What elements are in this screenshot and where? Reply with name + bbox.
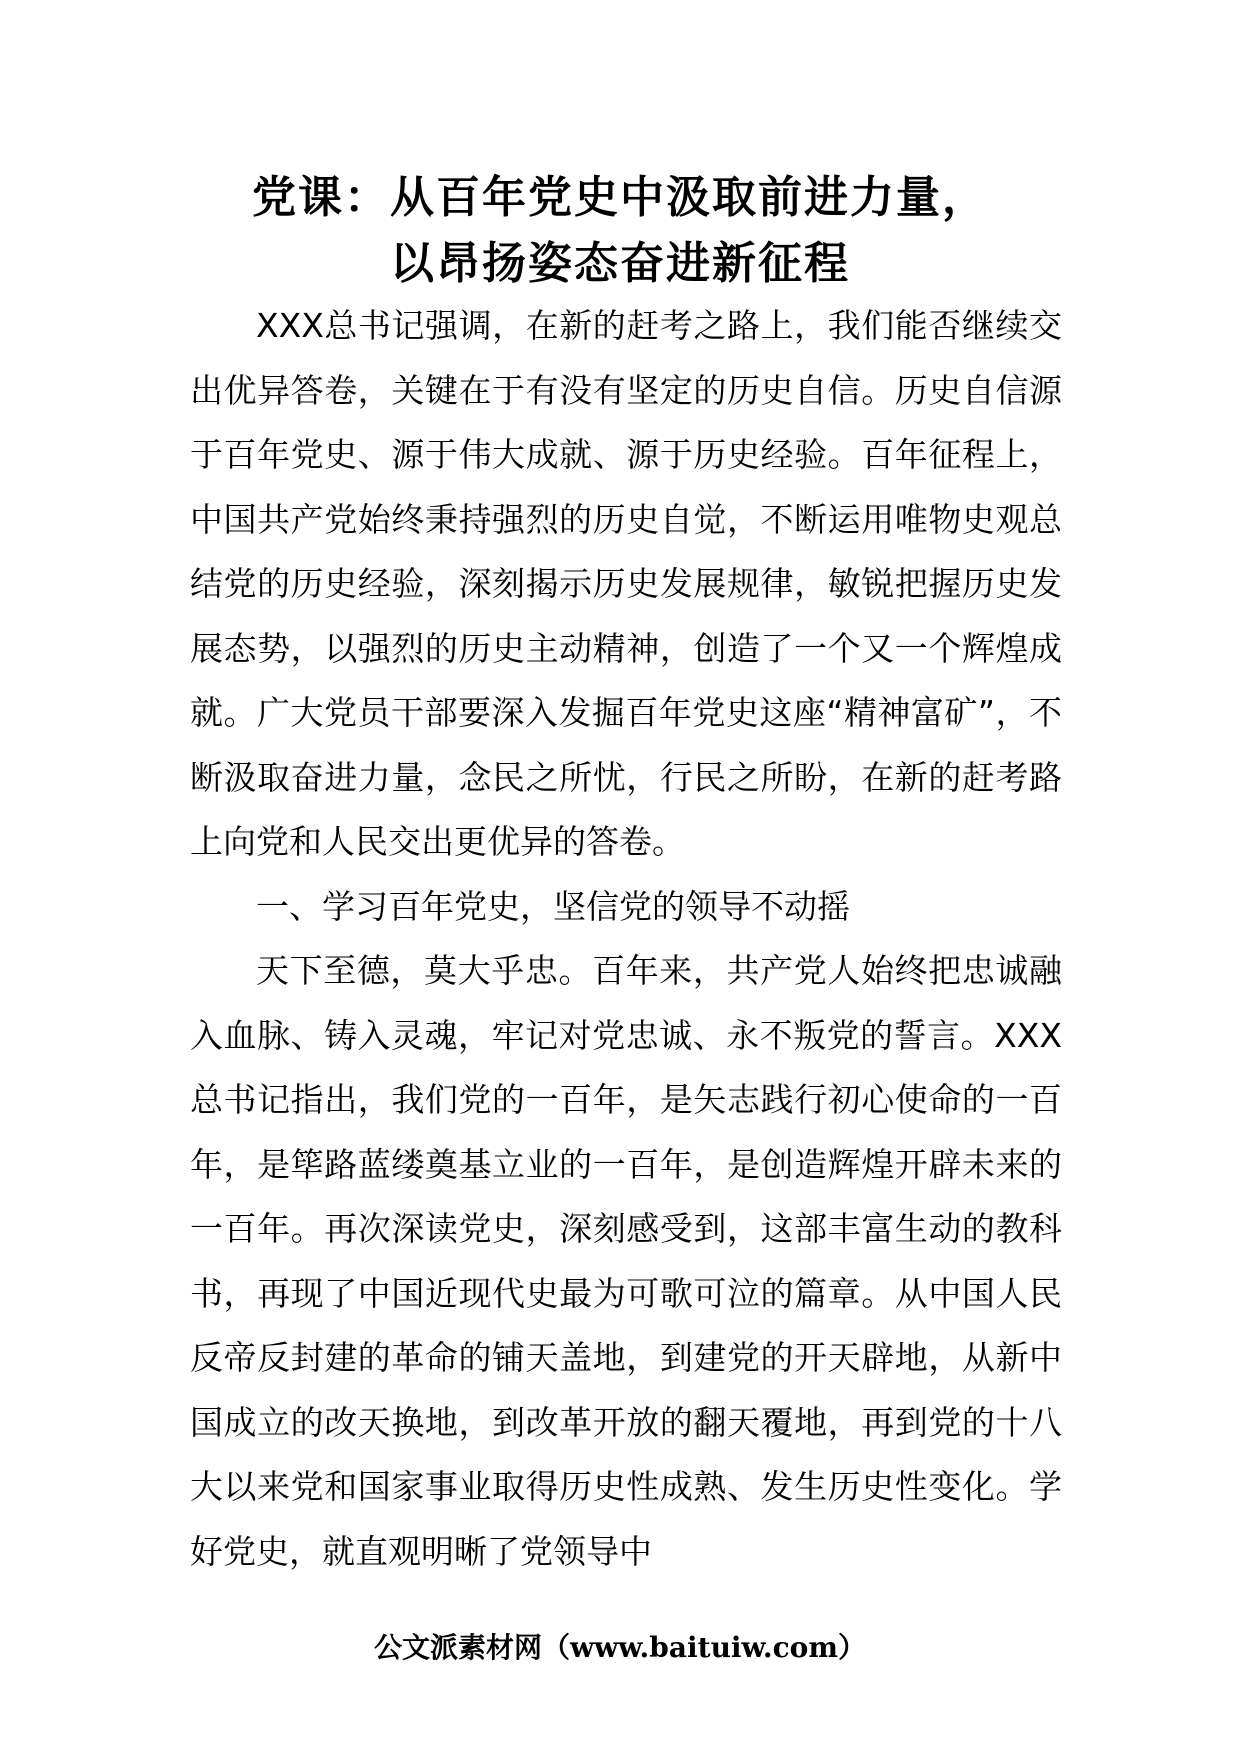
intro-paragraph: XXX总书记强调，在新的赶考之路上，我们能否继续交出优异答卷，关键在于有没有坚定的历史自信。历史自信源于百年党史、源于伟大成就、源于历史经验。百年征程上，中国共产党始终秉持强烈的历史自觉，不断运用唯物史观总结党的历史经验，深刻揭示历史发展规律，敏锐把握历史发展态势，以强烈的历史主动精神，创造了一个又一个辉煌成就。广大党员干部要深入发掘百年党史这座“精神富矿”，不断汲取奋进力量，念民之所忧，行民之所盼，在新的赶考路上向党和人民交出更优异的答卷。 [190,306,1062,861]
footer-watermark: 公文派素材网（www.baituiw.com） [374,1631,866,1664]
document-title-line-2: 以昂扬姿态奋进新征程 [390,238,850,289]
body-paragraph: 天下至德，莫大乎忠。百年来，共产党人始终把忠诚融入血脉、铸入灵魂，牢记对党忠诚、永不叛党的誓言。XXX总书记指出，我们党的一百年，是矢志践行初心使命的一百年，是筚路蓝缕奠基立业的一百年，是创造辉煌开辟未来的一百年。再次深读党史，深刻感受到，这部丰富生动的教科书，再现了中国近现代史最为可歌可泣的篇章。从中国人民反帝反封建的革命的铺天盖地，到建党的开天辟地，从新中国成立的改天换地，到改革开放的翻天覆地，再到党的十八大以来党和国家事业取得历史性成熟、发生历史性变化。学好党史，就直观明晰了党领导中 [190,951,1062,1571]
section-heading: 一、学习百年党史，坚信党的领导不动摇 [256,886,850,926]
document-body [190,294,1062,1584]
document-title-line-1: 党课：从百年党史中汲取前进力量， [252,172,988,223]
